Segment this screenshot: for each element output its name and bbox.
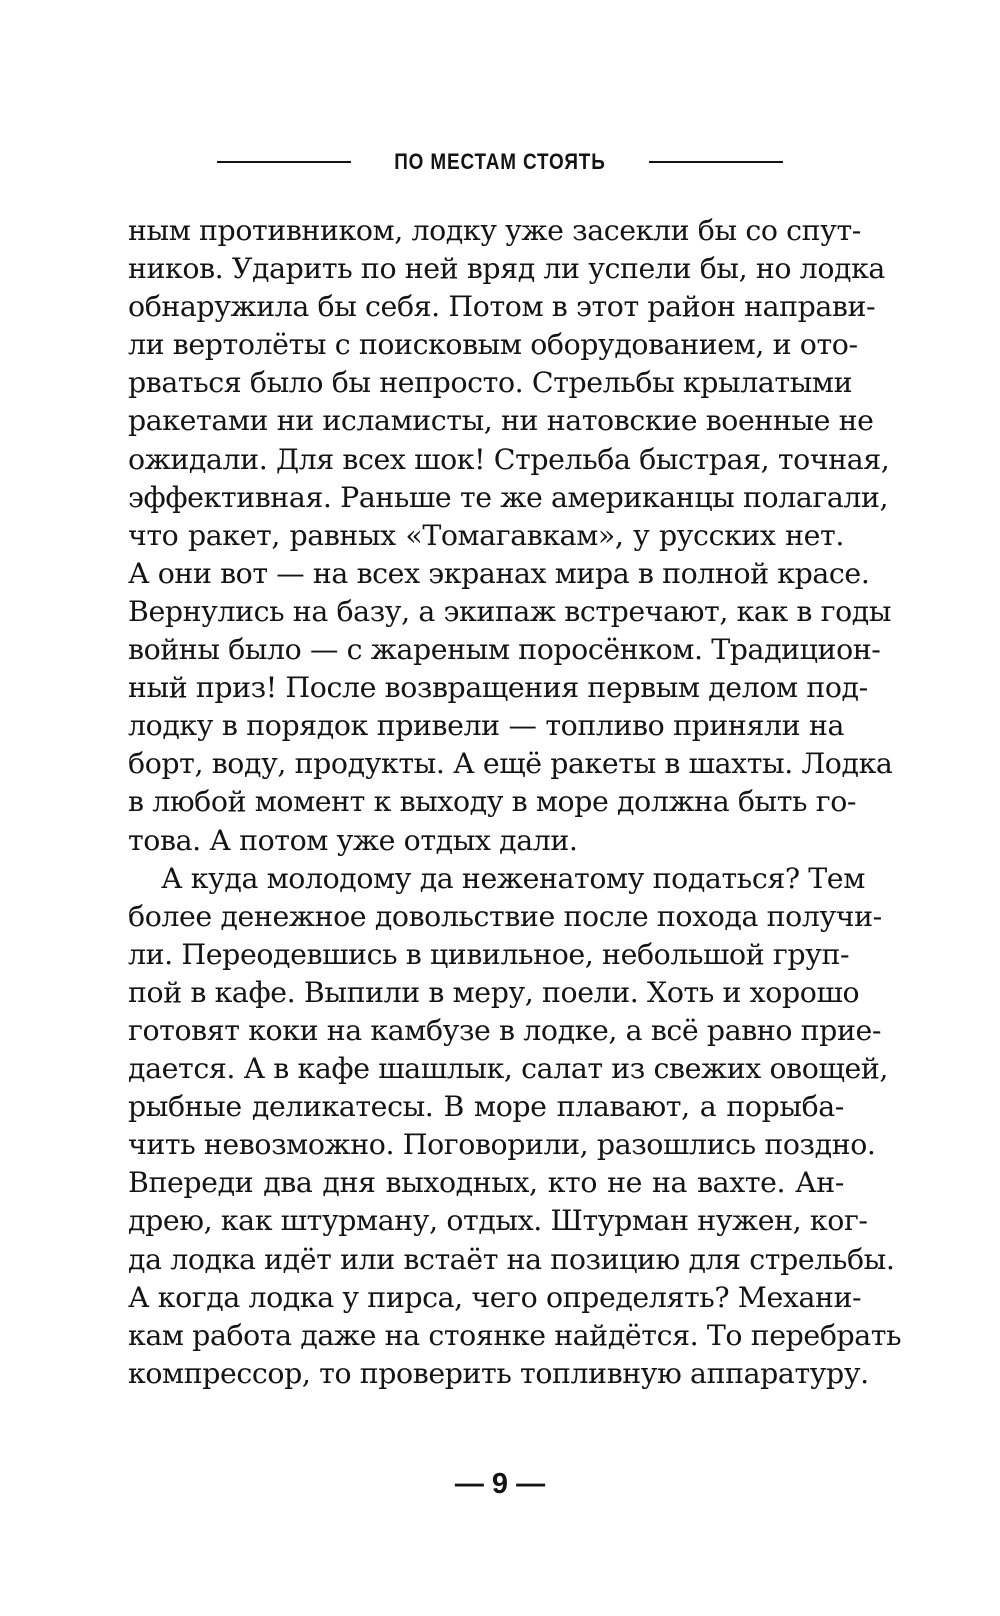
text-line: что ракет, равных «Томагавкам», у русских нет. (128, 518, 844, 552)
text-line: войны было — с жареным поросёнком. Традицион- (128, 633, 881, 667)
running-head-rule-left (217, 161, 351, 163)
text-line: А когда лодка у пирса, чего определять? Механи- (128, 1280, 862, 1314)
text-line: чить невозможно. Поговорили, разошлись поздно. (128, 1128, 876, 1162)
text-line: А они вот — на всех экранах мира в полной красе. (128, 556, 870, 590)
text-line: более денежное довольствие после похода получи- (128, 899, 882, 933)
text-line: ным противником, лодку уже засекли бы со спут- (128, 214, 861, 247)
text-line: кам работа даже на стоянке найдётся. То перебрать (128, 1318, 902, 1352)
text-line: да лодка идёт или встаёт на позицию для стрельбы. (128, 1242, 895, 1276)
text-line: ли. Переодевшись в цивильное, небольшой груп- (128, 937, 850, 971)
text-line: лодку в порядок привели — топливо приняли на (128, 709, 844, 743)
text-line: эффективная. Раньше те же американцы полагали, (128, 480, 889, 514)
running-head (0, 146, 1000, 178)
text-line: дается. А в кафе шашлык, салат из свежих овощей, (128, 1052, 888, 1086)
text-line: рыбные деликатесы. В море плавают, а порыба- (128, 1090, 844, 1124)
text-line: борт, воду, продукты. А ещё ракеты в шахты. Лодка (128, 747, 893, 781)
text-line: Вернулись на базу, а экипаж встречают, как в годы (128, 594, 892, 628)
text-line: ный приз! После возвращения первым делом под- (128, 671, 868, 705)
page-number: — 9 — (454, 1468, 546, 1500)
text-line-paragraph-end: това. А потом уже отдых дали. (128, 823, 578, 857)
text-line: Впереди два дня выходных, кто не на вахте. Ан- (128, 1166, 844, 1200)
text-line-paragraph-start: А куда молодому да неженатому податься? Тем (161, 861, 865, 895)
text-line: ников. Ударить по ней вряд ли успели бы, но лодка (128, 252, 885, 286)
text-line: готовят коки на камбузе в лодке, а всё равно прие- (128, 1013, 882, 1047)
text-line: дрею, как штурману, отдых. Штурман нужен, ког- (128, 1204, 868, 1238)
text-line: в любой момент к выходу в море должна быть го- (128, 785, 857, 819)
body-text (128, 212, 902, 1393)
text-line: обнаружила бы себя. Потом в этот район направи- (128, 290, 876, 324)
text-line: рваться было бы непросто. Стрельбы крылатыми (128, 366, 853, 400)
text-line: пой в кафе. Выпили в меру, поели. Хоть и хорошо (128, 975, 860, 1009)
running-head-rule-right (649, 161, 783, 163)
text-line: компрессор, то проверить топливную аппаратуру. (128, 1356, 869, 1390)
text-line: ожидали. Для всех шок! Стрельба быстрая, точная, (128, 442, 890, 476)
text-line: ракетами ни исламисты, ни натовские военные не (128, 404, 874, 438)
text-line: ли вертолёты с поисковым оборудованием, и ото- (128, 328, 858, 362)
running-head-title: ПО МЕСТАМ СТОЯТЬ (394, 149, 606, 174)
